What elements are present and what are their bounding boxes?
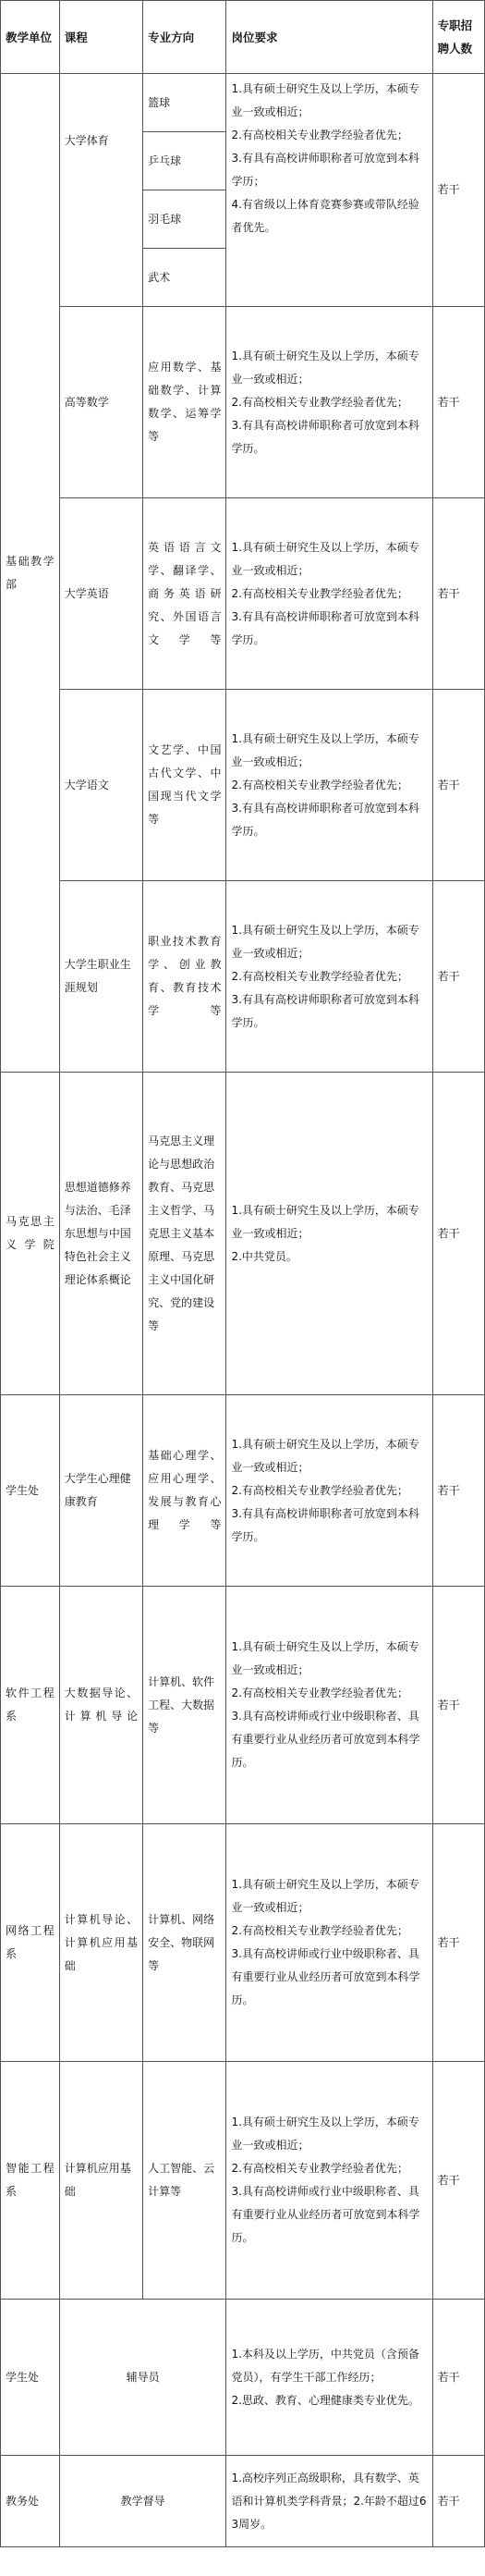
- requirement-line: 3.有具有高校讲师职称者可放宽到本科学历。: [231, 801, 419, 838]
- requirement-line: 2.有高校相关专业教学经验者优先；: [231, 129, 408, 141]
- count-cell: 若干: [432, 1824, 484, 2062]
- requirement-cell: [226, 1395, 432, 1587]
- table-row: [1, 2456, 485, 2547]
- requirement-line: 1.具有硕士研究生及以上学历，本硕专业一致或相近；: [231, 731, 419, 768]
- requirement-line: 1.具有硕士研究生及以上学历，本硕专业一致或相近；: [231, 540, 419, 577]
- table-row: [1, 2300, 485, 2456]
- unit-cell: 网络工程系: [1, 1824, 60, 2062]
- requirement-cell: [226, 307, 432, 498]
- requirement-line: 2.有高校相关专业教学经验者优先；: [231, 2162, 408, 2175]
- table-row: [1, 74, 485, 132]
- major-cell: 计算机、网络安全、物联网等: [143, 1824, 226, 2062]
- requirement-cell: [226, 1073, 432, 1395]
- table-row: [1, 1073, 485, 1395]
- requirement-line: 1.具有硕士研究生及以上学历，本硕专业一致或相近；: [231, 349, 419, 386]
- course-cell: 计算机导论、计算机应用基础: [59, 1824, 142, 2062]
- course-cell: 高等数学: [59, 307, 142, 498]
- major-cell: 人工智能、云计算等: [143, 2062, 226, 2300]
- table-row: [1, 690, 485, 881]
- count-cell: 若干: [432, 1587, 484, 1824]
- requirement-line: 3.有具有高校讲师职称者可放宽到本科学历；: [231, 152, 419, 188]
- requirement-line: 1.本科及以上学历，中共党员（含预备党员），有学生干部工作经历；: [231, 2347, 419, 2384]
- requirement-line: 1.具有硕士研究生及以上学历，本硕专业一致或相近；: [231, 923, 419, 960]
- count-cell: 若干: [432, 307, 484, 498]
- requirement-line: 1.具有硕士研究生及以上学历，本硕专业一致或相近；: [231, 1640, 419, 1676]
- header-major: 专业方向: [143, 1, 226, 74]
- major-cell: 基础心理学、应用心理学、发展与教育心理学等: [143, 1395, 226, 1587]
- course-cell: 大学体育: [59, 74, 142, 307]
- course-cell: 大学英语: [59, 498, 142, 690]
- requirement-line: 3.有具有高校讲师职称者可放宽到本科学历。: [231, 609, 419, 646]
- requirement-line: 2.有高校相关专业教学经验者优先；: [231, 395, 408, 409]
- requirement-line: 1.高校序列正高级职称，具有数学、英语和计算机类学科背景；2.年龄不超过63周岁。: [231, 2471, 427, 2531]
- major-cell: 乒乓球: [143, 132, 226, 190]
- header-requirement: 岗位要求: [226, 1, 432, 74]
- course-cell: 思想道德修养与法治、毛泽东思想与中国特色社会主义理论体系概论: [59, 1073, 142, 1395]
- course-cell: 大学生心理健康教育: [59, 1395, 142, 1587]
- course-cell: 辅导员: [59, 2300, 226, 2456]
- count-cell: 若干: [432, 2300, 484, 2456]
- requirement-line: 1.具有硕士研究生及以上学历，本硕专业一致或相近；: [231, 2116, 419, 2152]
- unit-cell: 基础教学部: [1, 74, 60, 1073]
- requirement-cell: [226, 690, 432, 881]
- course-cell: 大数据导论、计算机导论: [59, 1587, 142, 1824]
- unit-cell: 智能工程系: [1, 2062, 60, 2300]
- requirement-cell: [226, 498, 432, 690]
- table-row: [1, 307, 485, 498]
- requirement-line: 2.有高校相关专业教学经验者优先；: [231, 969, 408, 983]
- count-cell: 若干: [432, 690, 484, 881]
- course-cell: 大学生职业生涯规划: [59, 881, 142, 1073]
- requirement-line: 2.中共党员。: [231, 1249, 297, 1263]
- requirement-line: 2.有高校相关专业教学经验者优先；: [231, 778, 408, 791]
- requirement-line: 2.有高校相关专业教学经验者优先；: [231, 1483, 408, 1497]
- major-cell: 职业技术教育学、创业教育、教育技术学等: [143, 881, 226, 1073]
- requirement-line: 3.有具有高校讲师职称者可放宽到本科学历。: [231, 1506, 419, 1543]
- header-course: 课程: [59, 1, 142, 74]
- table-row: [1, 498, 485, 690]
- header-count: 专职招聘人数: [432, 1, 484, 74]
- major-cell: 篮球: [143, 74, 226, 132]
- unit-cell: 马克思主义学院: [1, 1073, 60, 1395]
- count-cell: 若干: [432, 2456, 484, 2547]
- major-cell: 武术: [143, 249, 226, 307]
- course-cell: 大学语文: [59, 690, 142, 881]
- requirement-line: 3.有具有高校讲师职称者可放宽到本科学历。: [231, 418, 419, 455]
- count-cell: 若干: [432, 881, 484, 1073]
- requirement-line: 3.具有高校讲师或行业中级职称者、具有重要行业从业经历者可放宽到本科学历。: [231, 1947, 420, 2006]
- unit-cell: 学生处: [1, 2300, 60, 2456]
- requirement-line: 2.有高校相关专业教学经验者优先；: [231, 1687, 408, 1699]
- major-cell: 羽毛球: [143, 190, 226, 249]
- requirement-cell: [226, 1587, 432, 1824]
- header-row: [1, 1, 485, 74]
- requirement-cell: [226, 1824, 432, 2062]
- course-cell: 教学督导: [59, 2456, 226, 2547]
- major-cell: 计算机、软件工程、大数据等: [143, 1587, 226, 1824]
- count-cell: 若干: [432, 1395, 484, 1587]
- major-cell: 英语语言文学、翻译学、商务英语研究、外国语言文学等: [143, 498, 226, 690]
- major-cell: 马克思主义理论与思想政治教育、马克思主义哲学、马克思主义基本原理、马克思主义中国化研究、党的建设等: [143, 1073, 226, 1395]
- unit-cell: 学生处: [1, 1395, 60, 1587]
- table-row: [1, 1587, 485, 1824]
- requirement-line: 3.具有高校讲师或行业中级职称者、具有重要行业从业经历者可放宽到本科学历。: [231, 2185, 420, 2244]
- requirement-cell: [226, 74, 432, 307]
- count-cell: 若干: [432, 2062, 484, 2300]
- count-cell: 若干: [432, 1073, 484, 1395]
- requirement-line: 1.具有硕士研究生及以上学历，本硕专业一致或相近；: [231, 1878, 419, 1914]
- requirement-cell: [226, 881, 432, 1073]
- requirement-cell: [226, 2300, 432, 2456]
- requirement-cell: [226, 2456, 432, 2547]
- requirement-line: 2.有高校相关专业教学经验者优先；: [231, 1924, 408, 1937]
- requirement-line: 1.具有硕士研究生及以上学历，本硕专业一致或相近；: [231, 1437, 419, 1474]
- table-row: [1, 1395, 485, 1587]
- table-row: [1, 2062, 485, 2300]
- unit-cell: 软件工程系: [1, 1587, 60, 1824]
- requirement-line: 3.有具有高校讲师职称者可放宽到本科学历。: [231, 992, 419, 1029]
- header-unit: 教学单位: [1, 1, 60, 74]
- unit-cell: 教务处: [1, 2456, 60, 2547]
- requirement-line: 2.有高校相关专业教学经验者优先；: [231, 586, 408, 600]
- requirement-line: 1.具有硕士研究生及以上学历，本硕专业一致或相近；: [231, 82, 419, 118]
- course-cell: 计算机应用基础: [59, 2062, 142, 2300]
- requirement-line: 2.思政、教育、心理健康类专业优先。: [231, 2393, 419, 2407]
- requirement-cell: [226, 2062, 432, 2300]
- count-cell: 若干: [432, 74, 484, 307]
- major-cell: 应用数学、基础数学、计算数学、运筹学等: [143, 307, 226, 498]
- count-cell: 若干: [432, 498, 484, 690]
- requirement-line: 4.有省级以上体育竞赛参赛或带队经验者优先。: [231, 198, 419, 234]
- requirement-line: 1.具有硕士研究生及以上学历，本硕专业一致或相近；: [231, 1203, 419, 1240]
- requirement-line: 3.具有高校讲师或行业中级职称者、具有重要行业从业经历者可放宽到本科学历。: [231, 1710, 420, 1769]
- table-row: [1, 1824, 485, 2062]
- table-row: [1, 881, 485, 1073]
- major-cell: 文艺学、中国古代文学、中国现当代文学等: [143, 690, 226, 881]
